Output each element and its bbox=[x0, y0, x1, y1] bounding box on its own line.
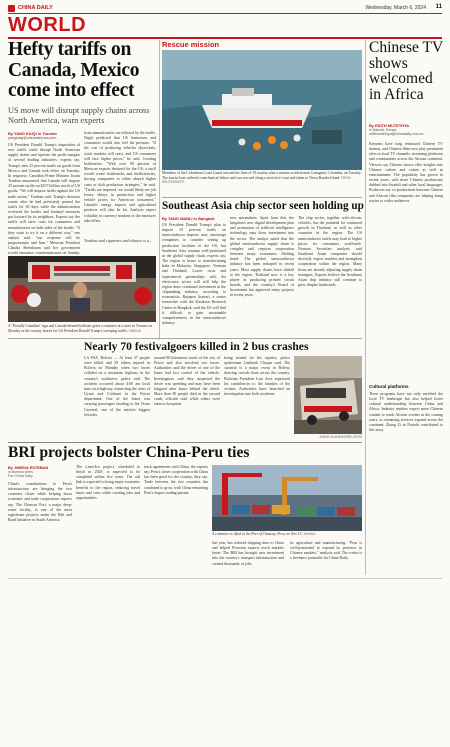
bus-crash-col3: being treated for his injuries, police spokesman Limberth Choque said. The carnival is a major event in Bolivia drawing crowds from across the country. Bolivian President Luis Arce expressed his condolences to the families of the victims. Authorities have launched an investigation into both accidents. bbox=[224, 356, 290, 397]
bus-crash-credit: AGENCIA ANEWS/REUTERS bbox=[319, 435, 362, 439]
tv-shows-place: in Nairobi, Kenya bbox=[369, 128, 397, 132]
bri-col4: last year, has reduced shipping time to China and helped Peruvian exports reach markets faster. The BRI has brought new investment into the country's transport infrastructure and created thousands of jobs. bbox=[212, 541, 284, 566]
store-sign-image bbox=[8, 256, 156, 322]
rescue-caption-text: Members of the Colombian Coast Guard rescued the lives of 19 tourists after a marine accident near Cartagena, Colombia, on Tuesday. The tourist boat suffered a mechanical failure and was rescued along a stretch of coast and taken to Tierra Bomba Island. bbox=[162, 171, 362, 180]
bri-photo-credit: XINHUA bbox=[303, 532, 316, 536]
tariffs-caption bbox=[8, 324, 156, 333]
chip-col2: new automakers. Apart from this, the kingdom's new digital development plan and promotion of artificial intelligence technology may draw investment into the sector. The analyst noted that the global semiconductor supply chain is complex and requires cooperation between many economies. Shifting trend: The global semiconductor industry has been reshaped in recent years. Most supply chains have shifted to the region. Thailand now is a key player in producing printed circuit boards, and the country's Board of Investment has approved many projects in recent years. bbox=[230, 216, 294, 298]
bri-col2: The Lima-Ica project, scheduled to finish in 2029, is expected to be completed within five years. The rail link is expected to bring major economic benefits to the region, reducing travel times and costs while creating jobs and opportunities. bbox=[76, 465, 140, 500]
china-daily-logo bbox=[8, 5, 15, 12]
bri-col3: track agreements with China, the experts say. Peru's closer cooperation with China has been good for the country, they say. Trade between the two countries has continued to grow, with China remaining Peru's largest trading partner. bbox=[144, 465, 208, 495]
rescue-photo-credit: FROM REUTERS/EFE bbox=[162, 175, 351, 185]
issue-date: Wednesday, March 6, 2024 bbox=[365, 5, 426, 11]
bus-crash-col2: around 90 kilometers north of the city of Potosi and also involved two buses. Authorities said the driver of one of the buses had lost control of the vehicle. Investigators said they suspected the driver was speeding and may have been fatigued after hours behind the wheel. More than 30 people died in the second crash, officials said, while others were taken to hospitals. bbox=[154, 356, 220, 407]
bri-byline-block bbox=[8, 465, 72, 478]
bri-place: in Buenos Aires bbox=[8, 470, 33, 474]
tv-shows-body: Kenyans have long embraced Chinese TV dramas, and Chinese films now play prominent roles in local TV channels, streaming platforms and communities across the African continent. Viewers say Chinese shows offer insights into Chinese culture and values as well as entertainment. The popularity has grown in recent years, with more Chinese productions dubbed into Swahili and other local languages. Producers say co-productions between Chinese and African film companies are helping bring stories to wider audiences. bbox=[369, 142, 443, 203]
tv-shows-email: edithmutethya@chinadaily.com.cn bbox=[369, 132, 424, 136]
bus-wreck-image bbox=[294, 356, 362, 434]
bri-caption bbox=[212, 532, 362, 537]
tv-shows-body2: These programs have not only enriched the local TV landscape but also helped foster cultural understanding between China and Africa. Industry insiders expect more Chinese content to reach African screens in the coming years, as streaming services expand across the continent. Zhang Zi in Nairobi contributed to this story. bbox=[369, 392, 443, 433]
bus-crash-headline: Nearly 70 festivalgoers killed in 2 bus crashes bbox=[84, 340, 309, 353]
rescue-photo bbox=[162, 50, 362, 170]
tariffs-col1: US President Donald Trump's imposition of new tariffs could disrupt North American supply chains and squeeze the profit margins of several leading industries, experts say. Trump's new 25 percent tariffs on goods from Mexico and Canada took effect on Tuesday. In response, Canadian Prime Minister Justin Trudeau announced that Canada will impose 25 percent tariffs on $107 billion worth of US goods. "We will impose tariffs against the US trade action," Trudeau said. Trump's decision comes after he had previously paused the tariffs for 30 days while the administration reviewed the border and fentanyl measures put forward by its neighbors. Experts say the tariffs will raise costs for consumers and manufacturers on both sides of the border. "If they want to try it on a different way," one analyst said, "our response will be proportionate and firm." Mexican President Claudia Sheinbaum said her government would announce countermeasures on Sunday. bbox=[8, 143, 80, 256]
tariffs-pullquote: Trudeau said cigarettes and tobacco is a... bbox=[84, 238, 152, 243]
chip-col1: US President Donald Trump's plan to impose 25 percent tariffs on semiconductor imports may encourage companies to consider setting up production facilities in the US, but Southeast Asia remains well-positioned in the global supply chain, experts say. The region is home to manufacturing hubs in Malaysia, Singapore, Vietnam and Thailand. Lower costs and experienced partnerships with the electronics sector will still help the region draw continued investment in the chipmaking industry, according to economists. Rajapon Asavari, a senior researcher with the Kasikorn Research Center in Bangkok, said the US will find it difficult to gain sustainable competitiveness in the semiconductor industry. bbox=[162, 223, 226, 325]
tariffs-col2: from manufacturers are affected by the tariffs. Nagle predicted that US businesses and consumers would also feel the pressure. "If the cost of producing vehicles skyrockets, stock markets will react, and US consumers will face higher prices," he said. Creating bottlenecks: "With over 90 percent of Mexican exports destined for the US, a tariff would create bottlenecks and inefficiencies, forcing companies to either absorb higher costs or shift production strategies," he said. "Tariffs are imposed, we would likely see job losses, delays in production and higher vehicle prices for American consumers." Canada's energy exports and agricultural products will also be hit. Analysts expect volatility in currency markets as the measures take effect. bbox=[84, 131, 156, 223]
bri-col5: its agriculture and manufacturing. "Peru is well-positioned to expand its presence in Chinese markets," analysts said. The writer is a freelance journalist for China Daily. bbox=[290, 541, 362, 561]
tariffs-photo bbox=[8, 256, 156, 322]
bus-crash-photo bbox=[294, 356, 362, 434]
paper-name: CHINA DAILY bbox=[18, 5, 53, 11]
bri-caption-text: A container is lifted at the Port of Chancay, Peru, on Nov 15. bbox=[212, 532, 303, 536]
chip-headline: Southeast Asia chip sector seen holding up bbox=[162, 200, 364, 212]
coast-guard-rescue-image bbox=[162, 50, 362, 170]
tariffs-headline: Hefty tariffs on Canada, Mexico come into effect bbox=[8, 39, 140, 101]
tariffs-byline: By YANG KAIQI in Toronto bbox=[8, 131, 57, 136]
chancay-port-image bbox=[212, 465, 362, 531]
chip-col3: The chip sector, together with electric vehicles, has the potential for continued growth in Thailand, as well as other countries in the region. The US semiconductor tariffs may lead to higher prices for consumers worldwide. Nomura Securities analysts said Southeast Asian companies should diversify export markets and strengthen cooperation within the region. Many firms are already adjusting supply chain strategies. Experts believe the Southeast Asian chip industry will continue to grow despite headwinds. bbox=[298, 216, 362, 288]
bri-email: For China Daily bbox=[8, 474, 33, 478]
section-title: WORLD bbox=[8, 14, 87, 36]
tariffs-email: yangkaiqi@chinadailyusa.com bbox=[8, 136, 57, 140]
rescue-caption bbox=[162, 171, 362, 185]
tv-shows-headline: Chinese TV shows welcomed in Africa bbox=[369, 39, 443, 103]
bri-byline: By JIMENA ESTEBAN bbox=[8, 465, 49, 470]
page-number: 11 bbox=[435, 4, 442, 10]
bri-col1: China's contributions to Peru's infrastructure are bringing the two countries closer while helping boost economic and trade cooperation, experts say. The Chancay Port, a major deep-water facility, is one of the most significant projects under the Belt and Road Initiative in South America. bbox=[8, 482, 72, 523]
bri-photo bbox=[212, 465, 362, 531]
bri-headline: BRI projects bolster China-Peru ties bbox=[8, 444, 250, 461]
rescue-kicker: Rescue mission bbox=[162, 40, 220, 49]
tv-shows-byline: By EDITH MUTETHYA bbox=[369, 123, 410, 128]
tariffs-subhead: US move will disrupt supply chains across North America, warn experts bbox=[8, 106, 150, 125]
tariffs-photo-credit: XINHUA bbox=[128, 328, 141, 333]
tariffs-caption-text: A "Proudly Canadian" sign and Canada-themed balloons greet a customer at a store in Toronto on Monday as the country braces for US President Donald Trump's sweeping tariffs. bbox=[8, 324, 153, 333]
tv-shows-subhead: Cultural platforms bbox=[369, 384, 409, 389]
chip-byline: By YANG WANLI in Bangkok bbox=[162, 216, 215, 221]
bus-crash-col1: LA PAZ, Bolivia — At least 37 people were killed and 39 others injured in Bolivia on Monday when two buses collided on a mountain highway in the country's southwest, police said. The accident occurred about 4:00 am local time on a highway connecting the cities of Uyuni and Colchani in the Potosi department. One of the buses was carrying passengers heading to the Oruro Carnival, one of the nation's biggest festivals. bbox=[84, 356, 151, 417]
tv-shows-byline-block bbox=[369, 123, 443, 136]
tariffs-byline-block bbox=[8, 131, 80, 140]
